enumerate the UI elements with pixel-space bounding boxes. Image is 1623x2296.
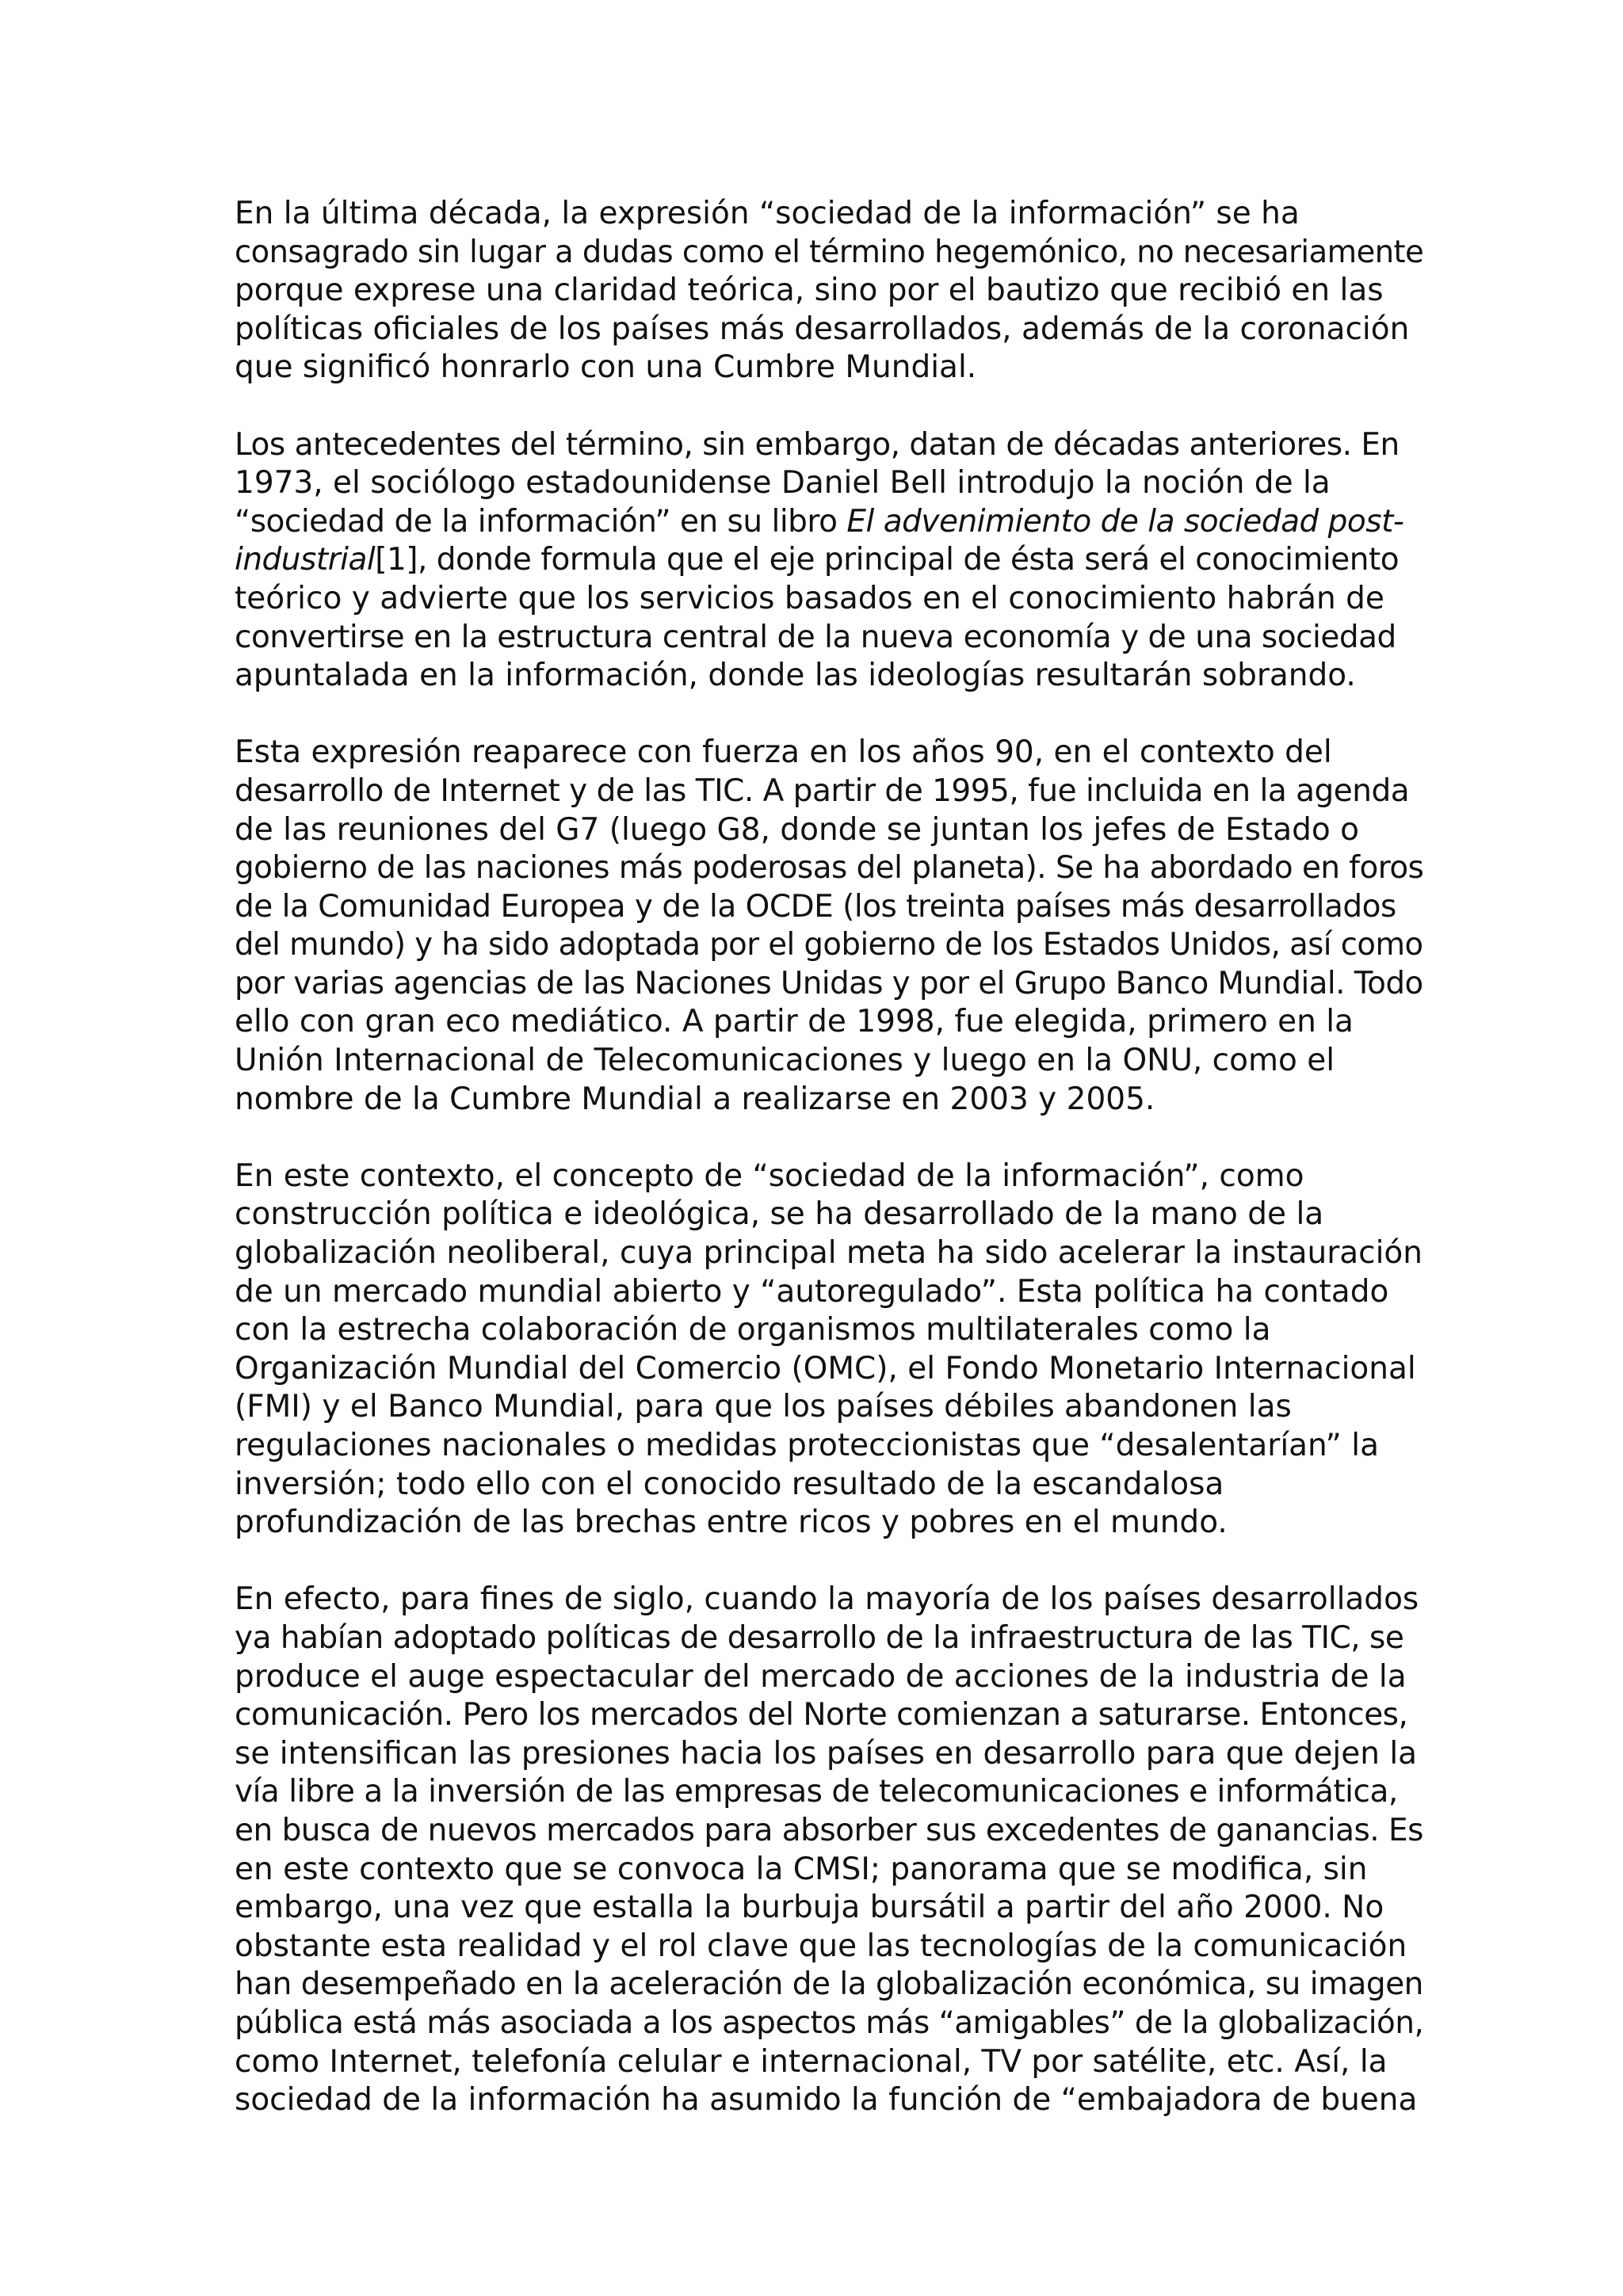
text-line: pública está más asociada a los aspectos más “amigables” de la globalización,: [235, 2004, 1424, 2041]
paragraph-5: [235, 1581, 1424, 2119]
text-line: regulaciones nacionales o medidas proteccionistas que “desalentarían” la: [235, 1428, 1379, 1463]
text-line: de las reuniones del G7 (luego G8, donde se juntan los jefes de Estado o: [235, 811, 1359, 848]
text-line: globalización neoliberal, cuya principal meta ha sido acelerar la instauración: [235, 1235, 1423, 1272]
text-line: del mundo) y ha sido adoptada por el gobierno de los Estados Unidos, así como: [235, 927, 1423, 963]
paragraph-2: [235, 426, 1415, 696]
text-line: como Internet, telefonía celular e internacional, TV por satélite, etc. Así, la: [235, 2043, 1388, 2080]
text-line: nombre de la Cumbre Mundial a realizarse en 2003 y 2005.: [235, 1081, 1155, 1117]
text-line: construcción política e ideológica, se ha desarrollado de la mano de la: [235, 1196, 1324, 1233]
text-line: inversión; todo ello con el conocido resultado de la escandalosa: [235, 1466, 1224, 1502]
paragraph-1: [235, 195, 1424, 387]
text-line: Organización Mundial del Comercio (OMC), el Fondo Monetario Internacional: [235, 1350, 1416, 1386]
text-line: embargo, una vez que estalla la burbuja bursátil a partir del año 2000. No: [235, 1890, 1384, 1926]
text-line-with-title: [235, 541, 1415, 580]
text-line: produce el auge espectacular del mercado de acciones de la industria de la: [235, 1658, 1407, 1695]
text-line: sociedad de la información ha asumido la función de “embajadora de buena: [235, 2082, 1418, 2119]
text-line: (FMI) y el Banco Mundial, para que los países débiles abandonen las: [235, 1389, 1292, 1425]
paragraph-4: [235, 1158, 1423, 1543]
text-line: gobierno de las naciones más poderosas del planeta). Se ha abordado en foros: [235, 850, 1424, 887]
line-text: [1], donde formula que el eje principal de ésta será el conocimiento: [375, 542, 1400, 578]
text-line: vía libre a la inversión de las empresas de telecomunicaciones e informática,: [235, 1774, 1398, 1810]
text-line: en este contexto que se convoca la CMSI; panorama que se modifica, sin: [235, 1851, 1368, 1887]
text-line: teórico y advierte que los servicios basados en el conocimiento habrán de: [235, 580, 1384, 616]
text-line: convertirse en la estructura central de la nueva economía y de una sociedad: [235, 619, 1396, 655]
text-line: 1973, el sociólogo estadounidense Daniel Bell introdujo la noción de la: [235, 465, 1331, 502]
line-text: “sociedad de la información” en su libro: [235, 503, 847, 540]
text-line: ello con gran eco mediático. A partir de 1998, fue elegida, primero en la: [235, 1004, 1354, 1040]
text-line: En este contexto, el concepto de “sociedad de la información”, como: [235, 1158, 1304, 1194]
text-line: En la última década, la expresión “sociedad de la información” se ha: [235, 196, 1300, 231]
text-line: apuntalada en la información, donde las ideologías resultarán sobrando.: [235, 658, 1356, 694]
text-line: de un mercado mundial abierto y “autoregulado”. Esta política ha contado: [235, 1273, 1389, 1310]
text-line: han desempeñado en la aceleración de la globalización económica, su imagen: [235, 1966, 1423, 2003]
text-line-with-title: [235, 503, 1415, 542]
text-line: Esta expresión reaparece con fuerza en los años 90, en el contexto del: [235, 734, 1332, 771]
text-line: desarrollo de Internet y de las TIC. A partir de 1995, fue incluida en la agenda: [235, 772, 1410, 809]
text-line: profundización de las brechas entre ricos y pobres en el mundo.: [235, 1505, 1228, 1541]
text-line: consagrado sin lugar a dudas como el término hegemónico, no necesariamente: [235, 234, 1424, 270]
text-line: porque exprese una claridad teórica, sino por el bautizo que recibió en las: [235, 273, 1384, 309]
book-title-italic: El advenimiento de la sociedad post-: [846, 503, 1404, 540]
text-line: Los antecedentes del término, sin embargo, datan de décadas anteriores. En: [235, 426, 1400, 463]
text-line: con la estrecha colaboración de organismos multilaterales como la: [235, 1312, 1271, 1348]
document-body: [235, 195, 1424, 2158]
text-line: comunicación. Pero los mercados del Norte comienzan a saturarse. Entonces,: [235, 1697, 1408, 1733]
book-title-italic: industrial: [235, 542, 376, 578]
text-line: En efecto, para fines de siglo, cuando la mayoría de los países desarrollados: [235, 1581, 1419, 1618]
text-line: ya habían adoptado políticas de desarrollo de la infraestructura de las TIC, se: [235, 1619, 1404, 1656]
text-line: que significó honrarlo con una Cumbre Mundial.: [235, 349, 977, 386]
text-line: obstante esta realidad y el rol clave que las tecnologías de la comunicación: [235, 1928, 1407, 1964]
paragraph-3: [235, 734, 1424, 1119]
text-line: políticas oficiales de los países más desarrollados, además de la coronación: [235, 311, 1410, 347]
text-line: Unión Internacional de Telecomunicaciones y luego en la ONU, como el: [235, 1043, 1335, 1079]
text-line: de la Comunidad Europea y de la OCDE (los treinta países más desarrollados: [235, 888, 1396, 925]
text-line: por varias agencias de las Naciones Unidas y por el Grupo Banco Mundial. Todo: [235, 965, 1423, 1001]
text-line: se intensifican las presiones hacia los países en desarrollo para que dejen la: [235, 1735, 1418, 1772]
text-line: en busca de nuevos mercados para absorber sus excedentes de ganancias. Es: [235, 1812, 1423, 1848]
